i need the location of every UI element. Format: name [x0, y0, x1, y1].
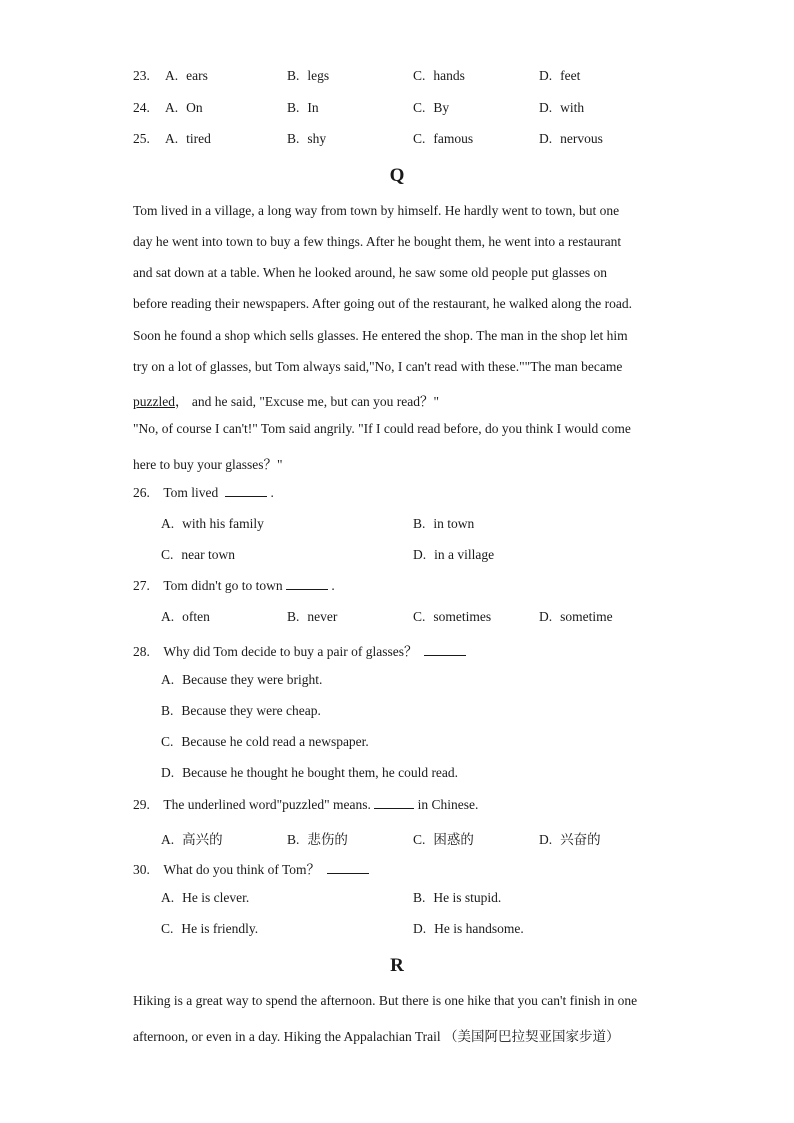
q29-option-b [287, 828, 348, 848]
q26-a-text: with his family [182, 516, 264, 531]
q28-option-d [161, 765, 458, 781]
section-heading-q: Q [389, 165, 405, 186]
q25-d-letter: D. [539, 131, 553, 146]
q26-a-letter: A. [161, 516, 175, 531]
passage-q-line-5: Soon he found a shop which sells glasses. He entered the shop. The man in the shop let him [133, 328, 628, 343]
q24-a-text: On [186, 100, 203, 115]
section-heading-r: R [390, 955, 404, 976]
q30-option-a [161, 890, 249, 906]
q23-a-letter: A. [165, 68, 179, 83]
q26-c-letter: C. [161, 547, 174, 562]
q30-a-text: He is clever. [182, 890, 250, 905]
question-25-number: 25. [133, 131, 150, 146]
q29-option-c [413, 828, 474, 848]
q30-d-letter: D. [413, 921, 427, 936]
q27-stem-end: . [331, 578, 335, 593]
question-27 [133, 577, 335, 594]
q30-b-text: He is stupid. [433, 890, 502, 905]
q24-b-letter: B. [287, 100, 300, 115]
passage-q-line-8: "No, of course I can't!" Tom said angrily. "If I could read before, do you think I would come [133, 421, 631, 436]
q30-d-text: He is handsome. [434, 921, 524, 936]
passage-r-line-2: afternoon, or even in a day. Hiking the Appalachian Trail （美国阿巴拉契亚国家步道） [133, 1029, 620, 1044]
q27-option-d [539, 609, 613, 625]
q26-c-text: near town [181, 547, 235, 562]
q27-a-text: often [182, 609, 210, 624]
q23-c-text: hands [433, 68, 465, 83]
q30-a-letter: A. [161, 890, 175, 905]
question-30 [133, 858, 369, 878]
q24-c-text: By [433, 100, 450, 115]
q24-d-text: with [560, 100, 585, 115]
q25-a-text: tired [186, 131, 211, 146]
q29-d-letter: D. [539, 832, 553, 847]
q24-option-a [165, 100, 203, 116]
q29-stem: The underlined word"puzzled" means. [163, 797, 371, 812]
q25-a-letter: A. [165, 131, 179, 146]
q26-option-a [161, 516, 264, 532]
q23-c-letter: C. [413, 68, 426, 83]
q24-a-letter: A. [165, 100, 179, 115]
q27-c-letter: C. [413, 609, 426, 624]
q25-c-text: famous [433, 131, 474, 146]
q26-b-text: in town [433, 516, 475, 531]
q30-b-letter: B. [413, 890, 426, 905]
q25-option-b [287, 131, 326, 147]
q25-option-d [539, 131, 603, 147]
q28-option-a [161, 672, 322, 688]
q23-d-text: feet [560, 68, 581, 83]
underlined-word-puzzled: puzzled [133, 394, 175, 409]
q24-option-c [413, 100, 449, 116]
q27-option-c [413, 609, 491, 625]
passage-q-line-2: day he went into town to buy a few things. After he bought them, he went into a restaurant [133, 234, 622, 249]
q30-option-c [161, 921, 258, 937]
q27-d-letter: D. [539, 609, 553, 624]
q30-answer-blank[interactable] [327, 861, 369, 874]
q24-d-letter: D. [539, 100, 553, 115]
q27-number: 27. [133, 578, 150, 593]
passage-q-line-3: and sat down at a table. When he looked around, he saw some old people put glasses on [133, 265, 608, 280]
q26-number: 26. [133, 485, 150, 500]
q24-b-text: In [307, 100, 319, 115]
passage-r-line-1: Hiking is a great way to spend the afternoon. But there is one hike that you can't finish in one [133, 993, 638, 1008]
q28-b-text: Because they were cheap. [181, 703, 321, 718]
q28-d-letter: D. [161, 765, 175, 780]
q28-option-c [161, 734, 369, 750]
question-28 [133, 640, 466, 660]
q25-option-a [165, 131, 211, 147]
q23-option-b [287, 68, 329, 84]
q28-c-text: Because he cold read a newspaper. [181, 734, 369, 749]
q27-stem: Tom didn't go to town [163, 578, 283, 593]
q30-number: 30. [133, 862, 150, 877]
q25-d-text: nervous [560, 131, 603, 146]
passage-q-line-1: Tom lived in a village, a long way from town by himself. He hardly went to town, but one [133, 203, 620, 218]
q30-stem: What do you think of Tom？ [163, 862, 321, 877]
q23-option-d [539, 68, 580, 84]
q29-option-d [539, 828, 601, 848]
q29-option-a [161, 828, 223, 848]
q28-a-letter: A. [161, 672, 175, 687]
q23-option-a [165, 68, 208, 84]
q26-stem: Tom lived [163, 485, 219, 500]
q24-option-d [539, 100, 584, 116]
q29-b-letter: B. [287, 832, 300, 847]
q26-b-letter: B. [413, 516, 426, 531]
q28-a-text: Because they were bright. [182, 672, 323, 687]
q28-number: 28. [133, 644, 150, 659]
question-29 [133, 796, 478, 813]
q23-b-text: legs [307, 68, 330, 83]
q26-option-b [413, 516, 474, 532]
q28-d-text: Because he thought he bought them, he could read. [182, 765, 459, 780]
q29-a-letter: A. [161, 832, 175, 847]
q23-d-letter: D. [539, 68, 553, 83]
q23-a-text: ears [186, 68, 208, 83]
q27-option-a [161, 609, 210, 625]
q26-d-letter: D. [413, 547, 427, 562]
q30-option-b [413, 890, 501, 906]
q27-b-text: never [307, 609, 338, 624]
question-23-number: 23. [133, 68, 150, 83]
q27-a-letter: A. [161, 609, 175, 624]
q27-option-b [287, 609, 337, 625]
q26-option-d [413, 547, 494, 563]
q24-c-letter: C. [413, 100, 426, 115]
q29-a-text: 高兴的 [182, 832, 223, 847]
q29-b-text: 悲伤的 [307, 832, 348, 847]
passage-q-line-9: here to buy your glasses？" [133, 457, 283, 472]
q29-d-text: 兴奋的 [560, 832, 601, 847]
q23-option-c [413, 68, 465, 84]
passage-q-line-6: try on a lot of glasses, but Tom always said,"No, I can't read with these.""The man became [133, 359, 623, 374]
q25-b-letter: B. [287, 131, 300, 146]
q29-number: 29. [133, 797, 150, 812]
question-24-number: 24. [133, 100, 150, 115]
q30-option-d [413, 921, 524, 937]
q25-b-text: shy [307, 131, 327, 146]
q24-option-b [287, 100, 319, 116]
q30-c-text: He is friendly. [181, 921, 259, 936]
q27-d-text: sometime [560, 609, 613, 624]
q26-option-c [161, 547, 235, 563]
q27-c-text: sometimes [433, 609, 492, 624]
q30-c-letter: C. [161, 921, 174, 936]
q29-stem-end: in Chinese. [417, 797, 479, 812]
q26-stem-end: . [270, 485, 274, 500]
q26-answer-blank[interactable] [225, 484, 267, 497]
q28-b-letter: B. [161, 703, 174, 718]
q28-c-letter: C. [161, 734, 174, 749]
passage-q-line-7 [133, 390, 439, 410]
q28-stem: Why did Tom decide to buy a pair of glasses？ [163, 644, 418, 659]
q29-answer-blank[interactable] [374, 796, 414, 809]
q28-option-b [161, 703, 321, 719]
passage-q-line-7-rest: ， and he said, "Excuse me, but can you read？" [174, 394, 440, 409]
q29-c-letter: C. [413, 832, 426, 847]
q29-c-text: 困惑的 [433, 832, 474, 847]
q27-answer-blank[interactable] [286, 577, 328, 590]
q23-b-letter: B. [287, 68, 300, 83]
q27-b-letter: B. [287, 609, 300, 624]
q26-d-text: in a village [434, 547, 495, 562]
passage-q-line-4: before reading their newspapers. After going out of the restaurant, he walked along the road. [133, 296, 632, 311]
q25-option-c [413, 131, 473, 147]
q25-c-letter: C. [413, 131, 426, 146]
q28-answer-blank[interactable] [424, 643, 466, 656]
question-26 [133, 484, 274, 501]
